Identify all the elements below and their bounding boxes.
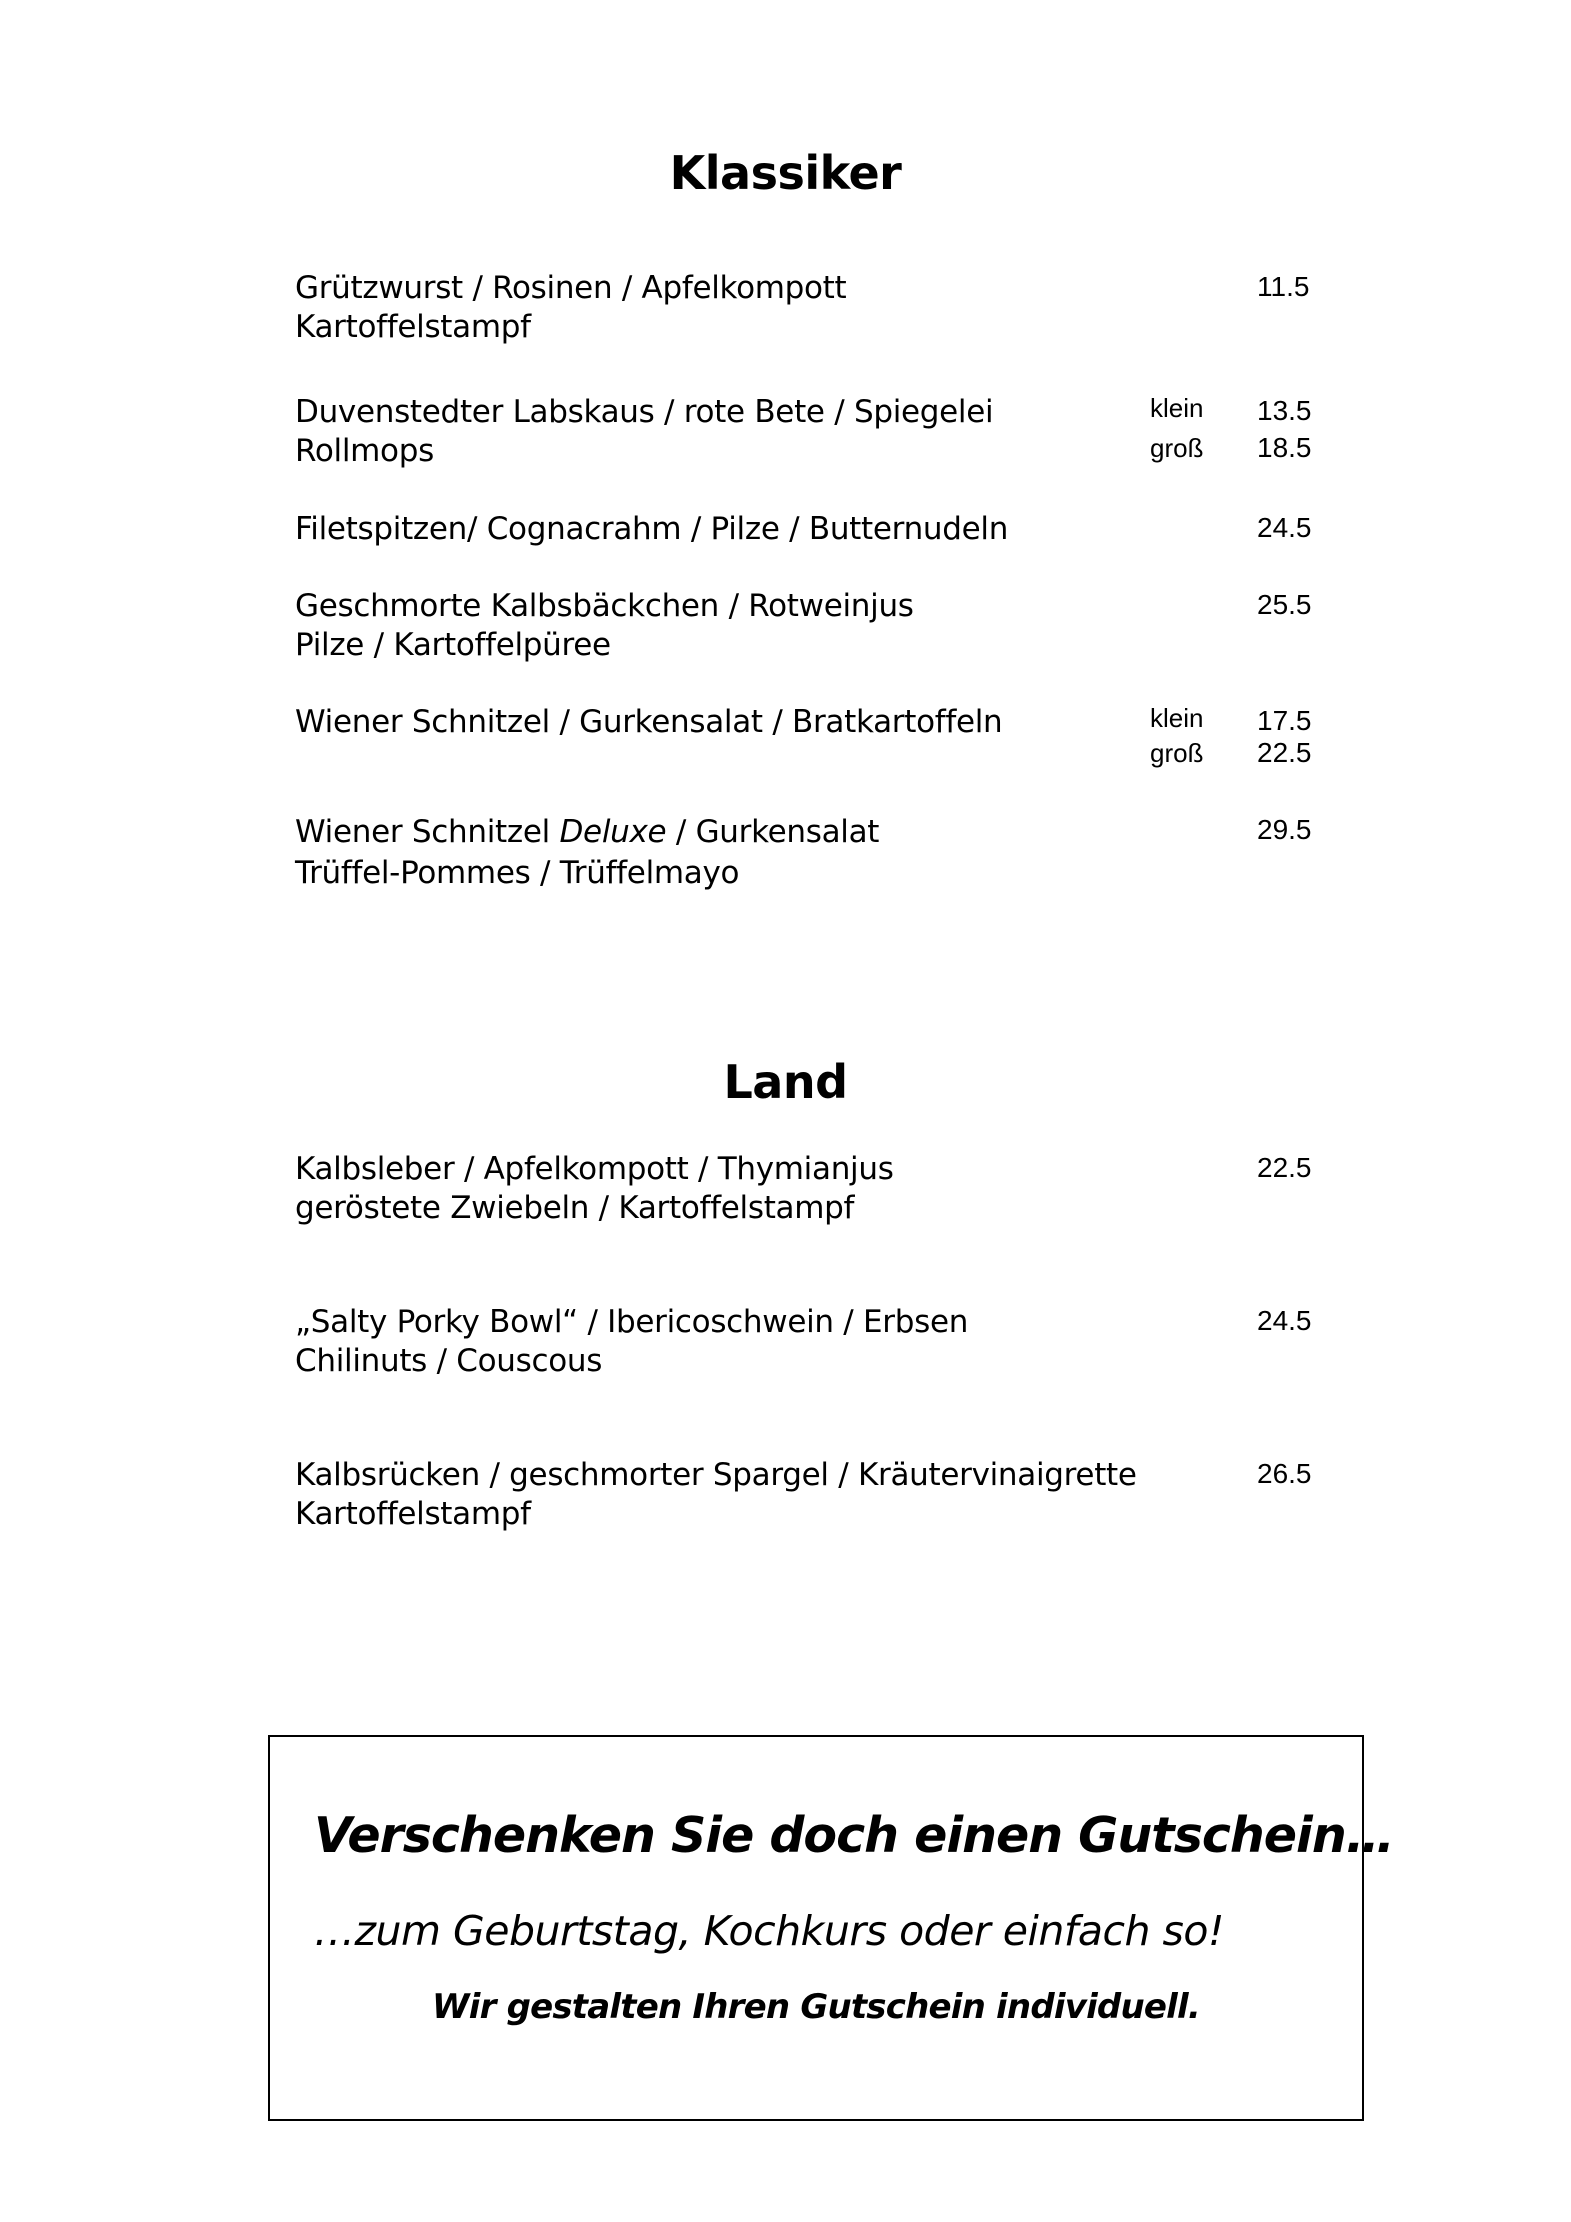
item-price: 26.5 xyxy=(1257,1458,1312,1489)
item-description xyxy=(295,703,1175,742)
item-description xyxy=(295,1456,1175,1534)
item-price: 11.5 xyxy=(1257,271,1310,302)
item-description xyxy=(295,812,1175,894)
item-line: Grützwurst / Rosinen / Apfelkompott xyxy=(295,270,847,306)
item-description xyxy=(295,1303,1175,1381)
item-line-text: / Gurkensalat xyxy=(666,814,880,850)
menu-item xyxy=(295,1150,1355,1240)
item-line: Rollmops xyxy=(295,433,434,469)
item-price: 29.5 xyxy=(1257,814,1312,845)
menu-item xyxy=(295,1456,1355,1546)
voucher-headline: Verschenken Sie doch einen Gutschein… xyxy=(314,1807,1394,1864)
menu-item xyxy=(295,812,1355,902)
item-description xyxy=(295,587,1175,665)
item-description xyxy=(295,1150,1175,1228)
item-line: „Salty Porky Bowl“ / Ibericoschwein / Erbsen xyxy=(295,1304,969,1340)
item-line: Filetspitzen/ Cognacrahm / Pilze / Butternudeln xyxy=(295,511,1009,547)
item-line: geröstete Zwiebeln / Kartoffelstampf xyxy=(295,1190,855,1226)
item-line: Geschmorte Kalbsbäckchen / Rotweinjus xyxy=(295,588,914,624)
section-title-klassiker: Klassiker xyxy=(669,146,902,200)
item-line: Chilinuts / Couscous xyxy=(295,1343,603,1379)
item-price: 13.5 xyxy=(1257,395,1312,426)
item-line: Pilze / Kartoffelpüree xyxy=(295,627,611,663)
voucher-box xyxy=(268,1735,1394,2121)
item-line: Duvenstedter Labskaus / rote Bete / Spiegelei xyxy=(295,394,994,430)
item-price: 24.5 xyxy=(1257,1305,1312,1336)
item-price: 22.5 xyxy=(1257,1152,1312,1183)
item-description xyxy=(295,269,1175,347)
item-description xyxy=(295,393,1175,471)
item-line xyxy=(295,812,1175,853)
item-line: Wiener Schnitzel / Gurkensalat / Bratkartoffeln xyxy=(295,704,1003,740)
size-label: klein xyxy=(1150,393,1204,423)
deluxe-emphasis: Deluxe xyxy=(559,814,667,850)
menu-item xyxy=(295,703,1355,793)
item-price: 22.5 xyxy=(1257,737,1312,768)
item-description xyxy=(295,510,1175,549)
section-title-land: Land xyxy=(723,1055,848,1109)
item-line: Kalbsleber / Apfelkompott / Thymianjus xyxy=(295,1151,894,1187)
item-line: Trüffel-Pommes / Trüffelmayo xyxy=(295,855,740,891)
menu-item xyxy=(295,393,1355,483)
item-line: Kartoffelstampf xyxy=(295,309,531,345)
item-line: Kartoffelstampf xyxy=(295,1496,531,1532)
size-label: klein xyxy=(1150,703,1204,733)
menu-item xyxy=(295,269,1355,359)
menu-item xyxy=(295,1303,1355,1393)
size-label: groß xyxy=(1150,738,1204,768)
menu-item xyxy=(295,587,1355,677)
item-line: Kalbsrücken / geschmorter Spargel / Kräutervinaigrette xyxy=(295,1457,1137,1493)
voucher-subline: …zum Geburtstag, Kochkurs oder einfach so! xyxy=(314,1907,1224,1955)
item-line-text: Wiener Schnitzel xyxy=(295,814,560,850)
item-price: 25.5 xyxy=(1257,589,1312,620)
item-price: 17.5 xyxy=(1257,705,1312,736)
size-label: groß xyxy=(1150,433,1204,463)
item-price: 24.5 xyxy=(1257,512,1312,543)
voucher-note: Wir gestalten Ihren Gutschein individuell. xyxy=(432,1987,1200,2027)
item-price: 18.5 xyxy=(1257,432,1312,463)
